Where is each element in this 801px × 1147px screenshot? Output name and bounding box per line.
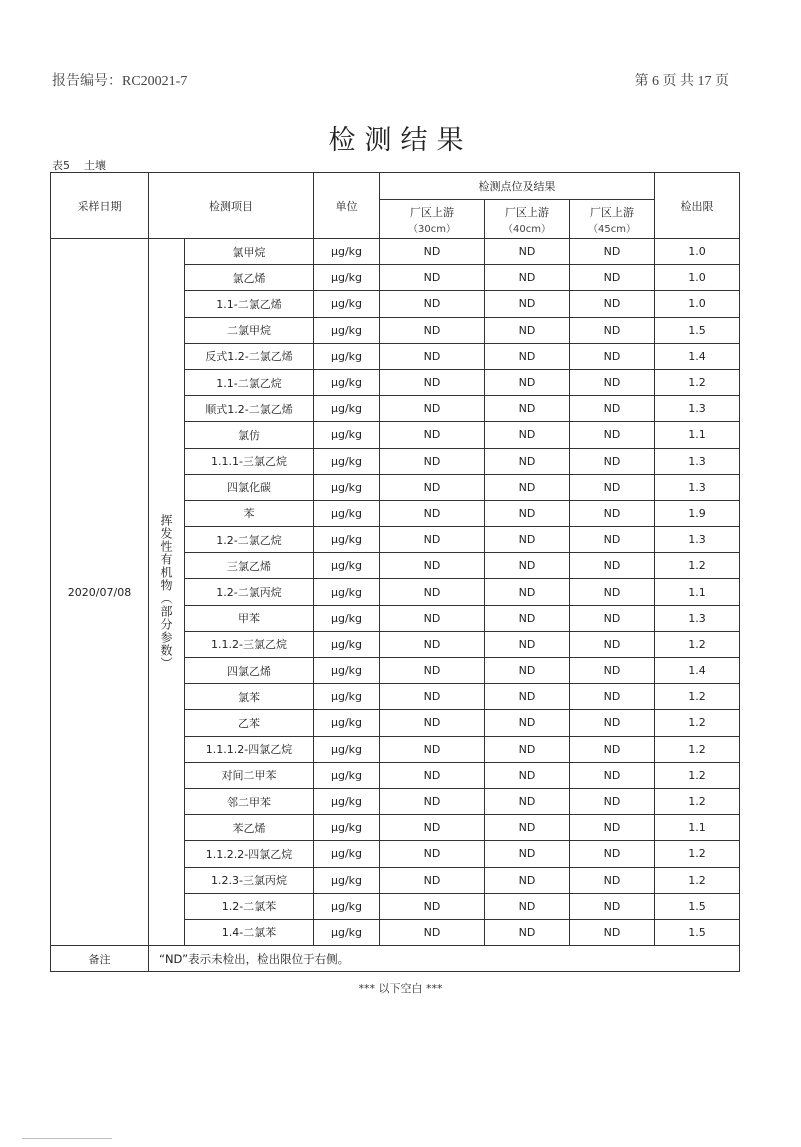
unit: μg/kg — [314, 422, 380, 448]
unit: μg/kg — [314, 239, 380, 265]
detection-limit: 1.2 — [655, 736, 740, 762]
item-name: 氯乙烯 — [185, 265, 314, 291]
result-point-2: ND — [485, 841, 570, 867]
result-point-1: ND — [380, 919, 485, 945]
result-point-2: ND — [485, 317, 570, 343]
detection-limit: 1.4 — [655, 343, 740, 369]
result-point-1: ND — [380, 605, 485, 631]
item-name: 氯苯 — [185, 684, 314, 710]
result-point-1: ND — [380, 369, 485, 395]
col-header-point-1 — [380, 200, 485, 239]
result-point-2: ND — [485, 579, 570, 605]
unit: μg/kg — [314, 710, 380, 736]
result-point-3: ND — [570, 291, 655, 317]
detection-limit: 1.5 — [655, 919, 740, 945]
item-name: 苯乙烯 — [185, 815, 314, 841]
results-body — [51, 239, 740, 946]
result-point-1: ND — [380, 841, 485, 867]
unit: μg/kg — [314, 579, 380, 605]
results-table — [50, 172, 740, 972]
blank-below-marker: *** 以下空白 *** — [358, 982, 443, 995]
result-point-1: ND — [380, 500, 485, 526]
result-point-3: ND — [570, 631, 655, 657]
result-point-1: ND — [380, 474, 485, 500]
item-name: 1.2-二氯苯 — [185, 893, 314, 919]
unit: μg/kg — [314, 500, 380, 526]
unit: μg/kg — [314, 265, 380, 291]
item-name: 1.1.2.2-四氯乙烷 — [185, 841, 314, 867]
unit: μg/kg — [314, 553, 380, 579]
detection-limit: 1.3 — [655, 474, 740, 500]
result-point-2: ND — [485, 527, 570, 553]
result-point-2: ND — [485, 710, 570, 736]
item-name: 四氯乙烯 — [185, 658, 314, 684]
result-point-2: ND — [485, 815, 570, 841]
result-point-1: ND — [380, 448, 485, 474]
detection-limit: 1.5 — [655, 893, 740, 919]
result-point-1: ND — [380, 553, 485, 579]
unit: μg/kg — [314, 867, 380, 893]
detection-limit: 1.2 — [655, 369, 740, 395]
result-point-3: ND — [570, 867, 655, 893]
result-point-2: ND — [485, 893, 570, 919]
result-point-1: ND — [380, 579, 485, 605]
col-header-date: 采样日期 — [51, 173, 149, 239]
result-point-3: ND — [570, 474, 655, 500]
item-name: 1.4-二氯苯 — [185, 919, 314, 945]
detection-limit: 1.2 — [655, 553, 740, 579]
col-header-unit: 单位 — [314, 173, 380, 239]
result-point-3: ND — [570, 815, 655, 841]
unit: μg/kg — [314, 762, 380, 788]
result-point-2: ND — [485, 474, 570, 500]
result-point-1: ND — [380, 762, 485, 788]
detection-limit: 1.1 — [655, 579, 740, 605]
unit: μg/kg — [314, 448, 380, 474]
unit: μg/kg — [314, 736, 380, 762]
point-depth: （40cm） — [503, 223, 551, 235]
point-name: 厂区上游 — [590, 205, 634, 219]
result-point-1: ND — [380, 788, 485, 814]
col-header-point-3 — [570, 200, 655, 239]
item-name: 1.2.3-三氯丙烷 — [185, 867, 314, 893]
point-depth: （45cm） — [588, 223, 636, 235]
remarks-text: “ND”表示未检出，检出限位于右侧。 — [149, 946, 740, 972]
item-name: 四氯化碳 — [185, 474, 314, 500]
detection-limit: 1.0 — [655, 291, 740, 317]
unit: μg/kg — [314, 317, 380, 343]
result-point-3: ND — [570, 239, 655, 265]
sample-date: 2020/07/08 — [51, 239, 149, 946]
result-point-2: ND — [485, 788, 570, 814]
result-point-3: ND — [570, 579, 655, 605]
result-point-3: ND — [570, 553, 655, 579]
point-name: 厂区上游 — [505, 205, 549, 219]
item-name: 1.1.2-三氯乙烷 — [185, 631, 314, 657]
result-point-3: ND — [570, 788, 655, 814]
result-point-2: ND — [485, 291, 570, 317]
result-point-1: ND — [380, 684, 485, 710]
result-point-1: ND — [380, 265, 485, 291]
result-point-2: ND — [485, 265, 570, 291]
item-name: 乙苯 — [185, 710, 314, 736]
detection-limit: 1.5 — [655, 317, 740, 343]
unit: μg/kg — [314, 369, 380, 395]
result-point-3: ND — [570, 710, 655, 736]
item-name: 1.1.1.2-四氯乙烷 — [185, 736, 314, 762]
unit: μg/kg — [314, 919, 380, 945]
detection-limit: 1.2 — [655, 710, 740, 736]
result-point-1: ND — [380, 343, 485, 369]
point-name: 厂区上游 — [410, 205, 454, 219]
item-name: 甲苯 — [185, 605, 314, 631]
result-point-3: ND — [570, 369, 655, 395]
detection-limit: 1.2 — [655, 867, 740, 893]
page-title: 检测结果 — [328, 125, 473, 156]
item-name: 苯 — [185, 500, 314, 526]
result-point-3: ND — [570, 658, 655, 684]
result-point-1: ND — [380, 736, 485, 762]
detection-limit: 1.3 — [655, 527, 740, 553]
unit: μg/kg — [314, 291, 380, 317]
result-point-3: ND — [570, 396, 655, 422]
item-name: 1.2-二氯丙烷 — [185, 579, 314, 605]
result-point-2: ND — [485, 762, 570, 788]
item-name: 邻二甲苯 — [185, 788, 314, 814]
result-point-1: ND — [380, 396, 485, 422]
result-point-1: ND — [380, 893, 485, 919]
result-point-2: ND — [485, 396, 570, 422]
result-point-1: ND — [380, 239, 485, 265]
result-point-2: ND — [485, 369, 570, 395]
result-point-2: ND — [485, 684, 570, 710]
result-point-2: ND — [485, 553, 570, 579]
result-point-2: ND — [485, 343, 570, 369]
result-point-1: ND — [380, 317, 485, 343]
unit: μg/kg — [314, 631, 380, 657]
unit: μg/kg — [314, 658, 380, 684]
result-point-1: ND — [380, 291, 485, 317]
category-label: 挥发性有机物（部分参数） — [149, 239, 185, 946]
unit: μg/kg — [314, 605, 380, 631]
result-point-3: ND — [570, 605, 655, 631]
result-point-2: ND — [485, 605, 570, 631]
table-row — [51, 239, 740, 265]
report-number: 报告编号：RC20021-7 — [52, 74, 188, 89]
detection-limit: 1.2 — [655, 788, 740, 814]
result-point-3: ND — [570, 317, 655, 343]
col-header-item: 检测项目 — [149, 173, 314, 239]
unit: μg/kg — [314, 474, 380, 500]
unit: μg/kg — [314, 788, 380, 814]
result-point-3: ND — [570, 422, 655, 448]
item-name: 1.1-二氯乙烯 — [185, 291, 314, 317]
detection-limit: 1.3 — [655, 396, 740, 422]
result-point-1: ND — [380, 658, 485, 684]
result-point-2: ND — [485, 631, 570, 657]
table-label — [52, 157, 120, 173]
result-point-3: ND — [570, 265, 655, 291]
detection-limit: 1.3 — [655, 448, 740, 474]
detection-limit: 1.2 — [655, 631, 740, 657]
item-name: 氯仿 — [185, 422, 314, 448]
unit: μg/kg — [314, 527, 380, 553]
result-point-2: ND — [485, 239, 570, 265]
point-depth: （30cm） — [408, 223, 456, 235]
detection-limit: 1.9 — [655, 500, 740, 526]
detection-limit: 1.4 — [655, 658, 740, 684]
item-name: 反式1.2-二氯乙烯 — [185, 343, 314, 369]
result-point-2: ND — [485, 448, 570, 474]
result-point-3: ND — [570, 736, 655, 762]
result-point-1: ND — [380, 867, 485, 893]
result-point-2: ND — [485, 422, 570, 448]
result-point-3: ND — [570, 684, 655, 710]
unit: μg/kg — [314, 893, 380, 919]
result-point-1: ND — [380, 710, 485, 736]
unit: μg/kg — [314, 684, 380, 710]
unit: μg/kg — [314, 396, 380, 422]
page-info: 第 6 页 共 17 页 — [634, 74, 729, 89]
result-point-2: ND — [485, 919, 570, 945]
result-point-2: ND — [485, 867, 570, 893]
result-point-2: ND — [485, 500, 570, 526]
result-point-3: ND — [570, 500, 655, 526]
result-point-1: ND — [380, 631, 485, 657]
result-point-3: ND — [570, 919, 655, 945]
item-name: 顺式1.2-二氯乙烯 — [185, 396, 314, 422]
detection-limit: 1.2 — [655, 841, 740, 867]
table-name: 土壤 — [84, 159, 106, 172]
remarks-label: 备注 — [51, 946, 149, 972]
item-name: 1.2-二氯乙烷 — [185, 527, 314, 553]
detection-limit: 1.2 — [655, 762, 740, 788]
result-point-2: ND — [485, 658, 570, 684]
result-point-3: ND — [570, 527, 655, 553]
unit: μg/kg — [314, 343, 380, 369]
result-point-3: ND — [570, 762, 655, 788]
item-name: 二氯甲烷 — [185, 317, 314, 343]
item-name: 氯甲烷 — [185, 239, 314, 265]
detection-limit: 1.0 — [655, 265, 740, 291]
item-name: 1.1.1-三氯乙烷 — [185, 448, 314, 474]
col-header-points: 检测点位及结果 — [380, 173, 655, 200]
unit: μg/kg — [314, 841, 380, 867]
result-point-3: ND — [570, 343, 655, 369]
detection-limit: 1.2 — [655, 684, 740, 710]
scan-artifact-line — [22, 1138, 112, 1139]
result-point-1: ND — [380, 815, 485, 841]
result-point-1: ND — [380, 527, 485, 553]
detection-limit: 1.0 — [655, 239, 740, 265]
item-name: 三氯乙烯 — [185, 553, 314, 579]
detection-limit: 1.1 — [655, 422, 740, 448]
result-point-3: ND — [570, 841, 655, 867]
result-point-3: ND — [570, 893, 655, 919]
result-point-2: ND — [485, 736, 570, 762]
unit: μg/kg — [314, 815, 380, 841]
col-header-point-2 — [485, 200, 570, 239]
detection-limit: 1.1 — [655, 815, 740, 841]
result-point-3: ND — [570, 448, 655, 474]
item-name: 对间二甲苯 — [185, 762, 314, 788]
item-name: 1.1-二氯乙烷 — [185, 369, 314, 395]
col-header-limit: 检出限 — [655, 173, 740, 239]
table-id: 表5 — [52, 159, 70, 172]
detection-limit: 1.3 — [655, 605, 740, 631]
result-point-1: ND — [380, 422, 485, 448]
